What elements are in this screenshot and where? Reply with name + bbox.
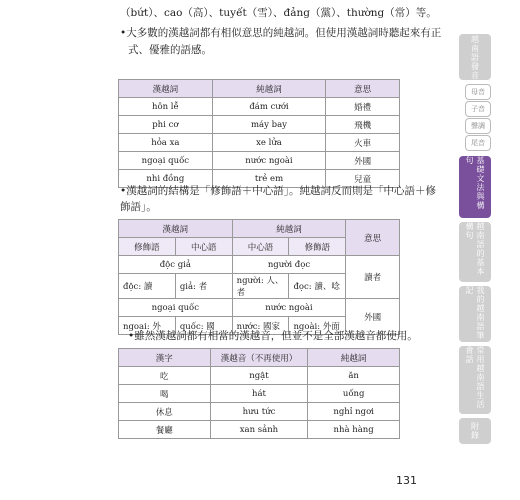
- cell: người: 人、者: [232, 274, 289, 299]
- cell: độc: 讀: [119, 274, 176, 299]
- header-center: 中心語: [175, 238, 232, 256]
- cell: 火車: [326, 134, 400, 152]
- cell: trẻ em: [212, 170, 326, 188]
- cell: 喝: [119, 385, 211, 403]
- pill-consonants[interactable]: 子音: [465, 101, 491, 117]
- header-thuanviet: 純越詞: [232, 220, 346, 238]
- cell: xe lửa: [212, 134, 326, 152]
- bullet-2-line-2: 飾語」。: [120, 201, 157, 213]
- cell: 吃: [119, 367, 211, 385]
- bullet-1-line-1: •大多數的漢越詞都有相似意思的純越詞。但使用漢越詞時聽起來有正: [120, 27, 442, 39]
- cell: ngoại quốc: [119, 299, 233, 317]
- bullet-1-line-2: 式、優雅的語感。: [128, 44, 212, 56]
- chapter-sidebar: [455, 0, 520, 500]
- cell: 飛機: [326, 116, 400, 134]
- cell: 讀者: [346, 256, 400, 299]
- table-row: [119, 98, 400, 116]
- cell: hôn lễ: [119, 98, 213, 116]
- table-obsolete: [118, 348, 400, 439]
- table-row: [119, 152, 400, 170]
- cell: đọc: 讀、唸: [289, 274, 346, 299]
- table-structure: [118, 219, 400, 335]
- pill-tones[interactable]: 聲調: [465, 118, 491, 134]
- table-row: [119, 134, 400, 152]
- cell: nước ngoài: [212, 152, 326, 170]
- table-row: [119, 403, 400, 421]
- tab-conversation[interactable]: 常用越南語生活會話: [459, 346, 491, 414]
- cell: máy bay: [212, 116, 326, 134]
- cell: độc giả: [119, 256, 233, 274]
- cell: người đọc: [232, 256, 346, 274]
- pill-vowels[interactable]: 母音: [465, 84, 491, 100]
- cell: 休息: [119, 403, 211, 421]
- header-hanviet: 漢越詞: [119, 80, 213, 98]
- cell: uống: [308, 385, 400, 403]
- tab-appendix[interactable]: 附錄: [459, 418, 491, 444]
- header-meaning: 意思: [326, 80, 400, 98]
- cell: 兒童: [326, 170, 400, 188]
- cell: ngật: [210, 367, 308, 385]
- cell: phi cơ: [119, 116, 213, 134]
- table-row: [119, 385, 400, 403]
- cell: ngoại quốc: [119, 152, 213, 170]
- header-center-2: 中心語: [232, 238, 289, 256]
- table-row: [119, 299, 400, 317]
- cell: nước: 國家: [232, 317, 289, 335]
- intro-line: （bứt）、cao（高）、tuyết（雪）、đảng（黨）、thường（常）等。: [120, 7, 437, 19]
- header-meaning: 意思: [346, 220, 400, 256]
- cell: hưu tức: [210, 403, 308, 421]
- page-number: 131: [396, 474, 417, 487]
- table-row: [119, 367, 400, 385]
- header-hanviet: 漢越詞: [119, 220, 233, 238]
- bullet-3: •雖然漢越詞都有相當的漢越音，但並不是全部漢越音都使用。: [128, 330, 418, 342]
- cell: đám cưới: [212, 98, 326, 116]
- cell: xan sảnh: [210, 421, 308, 439]
- cell: 婚禮: [326, 98, 400, 116]
- cell: ngoại: 外: [119, 317, 176, 335]
- cell: nhà hàng: [308, 421, 400, 439]
- tab-sentences[interactable]: 越南語的基本構句: [459, 222, 491, 282]
- header-hanviet-sound: 漢越音（不再使用）: [210, 349, 308, 367]
- header-thuanviet: 純越詞: [212, 80, 326, 98]
- cell: nghỉ ngơi: [308, 403, 400, 421]
- cell: 外國: [326, 152, 400, 170]
- tab-basic-grammar[interactable]: 基礎文法與構句: [459, 156, 491, 218]
- cell: ngoài: 外面: [289, 317, 346, 335]
- table-header-row: [119, 349, 400, 367]
- table-row: [119, 421, 400, 439]
- table-row: [119, 116, 400, 134]
- header-modifier-2: 修飾語: [289, 238, 346, 256]
- cell: nước ngoài: [232, 299, 346, 317]
- header-hanzi: 漢字: [119, 349, 211, 367]
- cell: 餐廳: [119, 421, 211, 439]
- cell: giả: 者: [175, 274, 232, 299]
- header-thuanviet: 純越詞: [308, 349, 400, 367]
- cell: 外國: [346, 299, 400, 335]
- cell: quốc: 國: [175, 317, 232, 335]
- header-modifier: 修飾語: [119, 238, 176, 256]
- pill-finals[interactable]: 尾音: [465, 135, 491, 151]
- cell: nhi đồng: [119, 170, 213, 188]
- cell: hát: [210, 385, 308, 403]
- tab-notes[interactable]: 我的越南語筆記: [459, 286, 491, 342]
- cell: hỏa xa: [119, 134, 213, 152]
- table-header-row: [119, 80, 400, 98]
- table-row: [119, 256, 400, 274]
- table-synonyms: [118, 79, 400, 188]
- tab-pronunciation[interactable]: 越南語發音: [459, 34, 491, 80]
- cell: ăn: [308, 367, 400, 385]
- bullet-2-line-1: •漢越詞的結構是「修飾語＋中心語」。純越詞反而則是「中心語＋修: [120, 185, 436, 197]
